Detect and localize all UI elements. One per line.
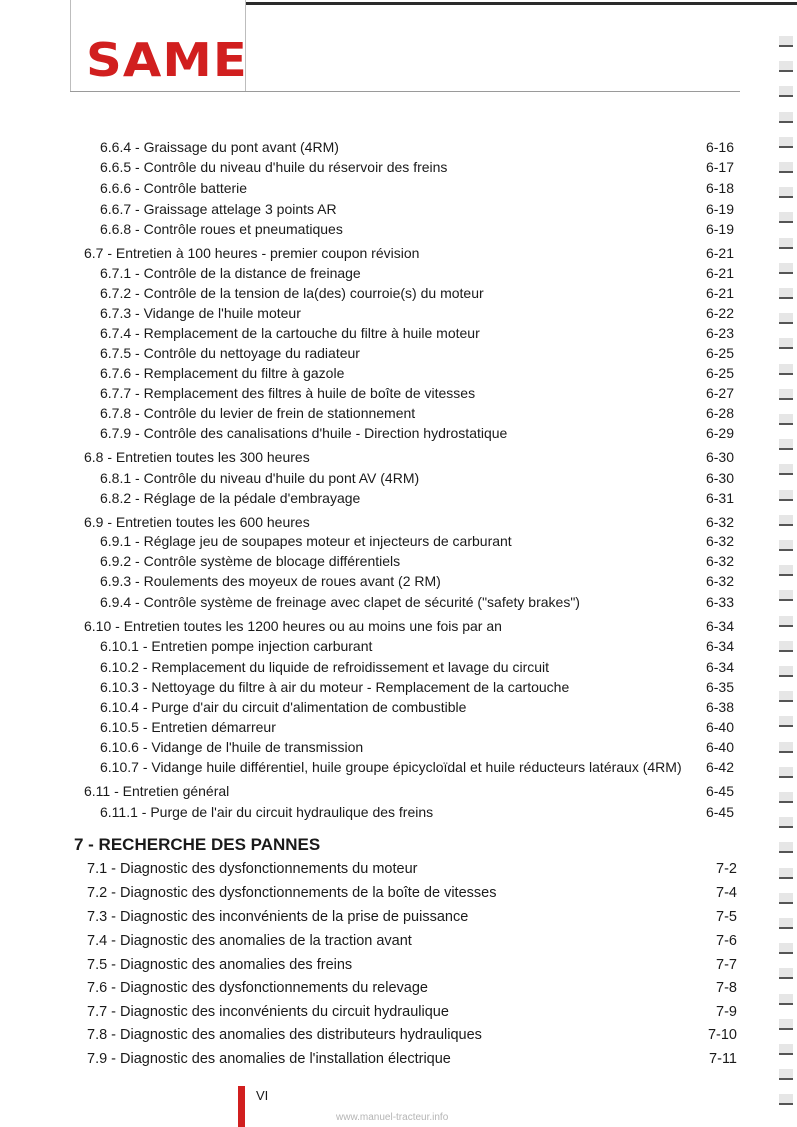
toc-entry-page: 6-34 [705, 618, 734, 634]
toc-entry-page: 6-19 [705, 221, 734, 237]
toc-entry [0, 343, 797, 363]
toc-entry-label: 6.6.6 - Contrôle batterie [100, 180, 248, 196]
toc-entry [0, 551, 797, 571]
toc-entry-label: 6.6.4 - Graissage du pont avant (4RM) [100, 139, 339, 155]
toc-entry-page: 6-40 [705, 739, 734, 755]
index-tab [779, 1019, 793, 1030]
toc-entry-label: 7.7 - Diagnostic des inconvénients du circuit hydraulique [87, 1004, 449, 1020]
toc-entry-page: 7-2 [716, 861, 737, 877]
toc-entry [0, 717, 797, 737]
toc-entry-label: 6.9.3 - Roulements des moyeux de roues avant (2 RM) [100, 573, 441, 589]
index-tab [779, 414, 793, 425]
index-tab [779, 86, 793, 97]
index-tab [779, 112, 793, 123]
toc-entry-page: 7-5 [716, 909, 737, 925]
toc-entry-label: 6.10.1 - Entretien pompe injection carburant [100, 638, 373, 654]
toc-entry-label: 6.7.3 - Vidange de l'huile moteur [100, 305, 301, 321]
index-tab [779, 641, 793, 652]
header-rule [70, 91, 740, 92]
index-tab [779, 616, 793, 627]
toc-entry-label: 6.9.4 - Contrôle système de freinage avec clapet de sécurité ("safety brakes") [100, 594, 580, 610]
index-tab [779, 868, 793, 879]
index-tab [779, 1069, 793, 1080]
index-tab [779, 364, 793, 375]
toc-entry [0, 363, 797, 383]
toc-entry [0, 677, 797, 697]
index-tab [779, 590, 793, 601]
toc-entry [0, 757, 797, 777]
index-tab [779, 212, 793, 223]
toc-entry-page: 7-6 [716, 933, 737, 949]
toc-entry-page: 6-18 [705, 180, 734, 196]
toc-entry [0, 907, 797, 927]
index-tab [779, 162, 793, 173]
toc-entry [0, 423, 797, 443]
toc-entry-page: 6-30 [705, 470, 734, 486]
toc-entry-label: 6.10.7 - Vidange huile différentiel, huile groupe épicycloïdal et huile réducteurs latéraux (4RM) [100, 759, 682, 775]
toc-entry-label: 6.9.2 - Contrôle système de blocage différentiels [100, 553, 401, 569]
toc-entry-page: 7-10 [707, 1027, 737, 1043]
index-tab [779, 817, 793, 828]
index-tab [779, 1044, 793, 1055]
toc-entry-page: 6-45 [705, 783, 734, 799]
toc-entry-page: 6-21 [705, 265, 734, 281]
toc-entry-page: 6-34 [705, 659, 734, 675]
toc-entry-page: 7-4 [716, 885, 737, 901]
toc-entry-page: 7-11 [709, 1051, 737, 1067]
toc-entry-page: 7-8 [716, 980, 737, 996]
index-tab [779, 968, 793, 979]
index-tab [779, 1094, 793, 1105]
toc-entry [0, 137, 797, 157]
index-tab [779, 389, 793, 400]
toc-entry-label: 6.10.5 - Entretien démarreur [100, 719, 276, 735]
toc-entry-page: 6-30 [705, 449, 734, 465]
toc-entry-label: 6.8.1 - Contrôle du niveau d'huile du pont AV (4RM) [100, 470, 420, 486]
toc-entry-page: 7-7 [716, 957, 737, 973]
toc-entry [0, 737, 797, 757]
toc-entry-label: 6.7.4 - Remplacement de la cartouche du filtre à huile moteur [100, 325, 480, 341]
same-logo: SAME [86, 33, 248, 87]
toc-entry-page: 6-31 [705, 490, 734, 506]
toc-entry-label: 7.6 - Diagnostic des dysfonctionnements du relevage [87, 980, 428, 996]
toc-entry-page: 6-38 [705, 699, 734, 715]
top-rule [246, 2, 797, 5]
toc-entry [0, 383, 797, 403]
toc-entry [0, 781, 797, 801]
toc-entry-label: 6.10.3 - Nettoyage du filtre à air du moteur - Remplacement de la cartouche [100, 679, 570, 695]
footer-accent-bar [238, 1086, 245, 1127]
index-tab [779, 767, 793, 778]
index-tab [779, 187, 793, 198]
toc-entry-label: 6.6.8 - Contrôle roues et pneumatiques [100, 221, 343, 237]
toc-entry [0, 303, 797, 323]
toc-entry-page: 6-33 [705, 594, 734, 610]
index-tab [779, 792, 793, 803]
toc-entry-label: 6.11.1 - Purge de l'air du circuit hydraulique des freins [100, 804, 434, 820]
toc-entry [0, 859, 797, 879]
toc-entry [0, 323, 797, 343]
index-tab [779, 716, 793, 727]
index-tab [779, 137, 793, 148]
toc-entry-label: 6.11 - Entretien général [84, 783, 230, 799]
toc-entry-label: 6.6.5 - Contrôle du niveau d'huile du réservoir des freins [100, 159, 448, 175]
toc-entry-label: 6.7.1 - Contrôle de la distance de freinage [100, 265, 361, 281]
index-tab [779, 464, 793, 475]
toc-entry [0, 531, 797, 551]
toc-entry-label: 6.10.6 - Vidange de l'huile de transmission [100, 739, 364, 755]
toc-entry-page: 6-42 [705, 759, 734, 775]
toc-entry-label: 6.8 - Entretien toutes les 300 heures [84, 449, 310, 465]
toc-entry [0, 157, 797, 177]
index-tab [779, 742, 793, 753]
toc-entry [0, 403, 797, 423]
toc-entry [0, 1002, 797, 1022]
index-tab [779, 313, 793, 324]
toc-entry-label: 6.8.2 - Réglage de la pédale d'embrayage [100, 490, 361, 506]
index-tab [779, 515, 793, 526]
toc-entry-label: 6.7.9 - Contrôle des canalisations d'huile - Direction hydrostatique [100, 425, 508, 441]
toc-entry-page: 6-34 [705, 638, 734, 654]
index-tab [779, 338, 793, 349]
index-tab [779, 490, 793, 501]
toc-entry [0, 243, 797, 263]
toc-entry [0, 697, 797, 717]
toc-entry [0, 592, 797, 612]
toc-entry-label: 7.3 - Diagnostic des inconvénients de la prise de puissance [87, 909, 469, 925]
toc-entry [0, 571, 797, 591]
index-tab [779, 288, 793, 299]
toc-entry-page: 6-21 [705, 245, 734, 261]
toc-entry-page: 6-28 [705, 405, 734, 421]
toc-entry-label: 6.10 - Entretien toutes les 1200 heures ou au moins une fois par an [84, 618, 502, 634]
toc-entry-page: 6-21 [705, 285, 734, 301]
toc-entry [0, 219, 797, 239]
index-tab [779, 61, 793, 72]
toc-entry-page: 6-19 [705, 201, 734, 217]
toc-entry-label: 7.1 - Diagnostic des dysfonctionnements du moteur [87, 861, 418, 877]
watermark: www.manuel-tracteur.info [336, 1112, 449, 1123]
toc-entry-label: 7.2 - Diagnostic des dysfonctionnements de la boîte de vitesses [87, 885, 497, 901]
toc-entry-label: 6.7.2 - Contrôle de la tension de la(des) courroie(s) du moteur [100, 285, 484, 301]
toc-entry [0, 931, 797, 951]
index-tab [779, 36, 793, 47]
toc-entry-page: 6-35 [705, 679, 734, 695]
toc-entry-label: 6.7.6 - Remplacement du filtre à gazole [100, 365, 345, 381]
toc-entry-label: 6.7.7 - Remplacement des filtres à huile de boîte de vitesses [100, 385, 476, 401]
toc-entry [0, 178, 797, 198]
index-tab [779, 691, 793, 702]
toc-entry [0, 488, 797, 508]
section-heading: 7 - RECHERCHE DES PANNES [74, 835, 321, 854]
index-tab [779, 263, 793, 274]
toc-entry-page: 6-32 [705, 514, 734, 530]
toc-entry-label: 7.4 - Diagnostic des anomalies de la traction avant [87, 933, 412, 949]
index-tab [779, 893, 793, 904]
toc-entry-label: 6.9.1 - Réglage jeu de soupapes moteur et injecteurs de carburant [100, 533, 512, 549]
index-tab [779, 540, 793, 551]
index-tab [779, 439, 793, 450]
index-tab [779, 842, 793, 853]
toc-entry [0, 263, 797, 283]
index-tab [779, 994, 793, 1005]
index-tab [779, 918, 793, 929]
toc-entry-page: 6-45 [705, 804, 734, 820]
toc-entry-label: 6.7.8 - Contrôle du levier de frein de stationnement [100, 405, 416, 421]
toc-entry [0, 636, 797, 656]
toc-entry [0, 199, 797, 219]
toc-entry-label: 6.9 - Entretien toutes les 600 heures [84, 514, 310, 530]
toc-entry-page: 6-27 [705, 385, 734, 401]
toc-entry [0, 512, 797, 532]
toc-entry-label: 7.5 - Diagnostic des anomalies des freins [87, 957, 353, 973]
toc-entry-label: 6.6.7 - Graissage attelage 3 points AR [100, 201, 337, 217]
toc-entry-page: 6-40 [705, 719, 734, 735]
index-tabs [773, 0, 797, 1127]
toc-entry [0, 1025, 797, 1045]
toc-entry [0, 802, 797, 822]
toc-entry-page: 6-32 [705, 573, 734, 589]
toc-entry-page: 6-23 [705, 325, 734, 341]
toc-entry-page: 6-16 [705, 139, 734, 155]
toc-entry-page: 6-17 [705, 159, 734, 175]
toc-entry [0, 616, 797, 636]
toc-entry-label: 7.8 - Diagnostic des anomalies des distributeurs hydrauliques [87, 1027, 482, 1043]
toc-entry-label: 6.7.5 - Contrôle du nettoyage du radiateur [100, 345, 360, 361]
index-tab [779, 238, 793, 249]
toc-entry [0, 1049, 797, 1069]
index-tab [779, 943, 793, 954]
toc-entry-label: 7.9 - Diagnostic des anomalies de l'installation électrique [87, 1051, 451, 1067]
toc-entry-page: 6-25 [705, 365, 734, 381]
toc-entry-page: 6-32 [705, 533, 734, 549]
toc-entry-label: 6.10.4 - Purge d'air du circuit d'alimentation de combustible [100, 699, 467, 715]
toc-entry-page: 6-32 [705, 553, 734, 569]
index-tab [779, 565, 793, 576]
toc-entry-page: 6-25 [705, 345, 734, 361]
toc-entry-page: 7-9 [716, 1004, 737, 1020]
toc-entry-label: 6.7 - Entretien à 100 heures - premier coupon révision [84, 245, 420, 261]
toc-entry [0, 955, 797, 975]
page-number: VI [256, 1088, 269, 1103]
toc-entry [0, 447, 797, 467]
toc-entry [0, 978, 797, 998]
toc-entry [0, 657, 797, 677]
toc-entry [0, 283, 797, 303]
toc-entry [0, 883, 797, 903]
toc-entry-page: 6-29 [705, 425, 734, 441]
toc-entry [0, 468, 797, 488]
index-tab [779, 666, 793, 677]
toc-entry-page: 6-22 [705, 305, 734, 321]
toc-entry-label: 6.10.2 - Remplacement du liquide de refroidissement et lavage du circuit [100, 659, 550, 675]
